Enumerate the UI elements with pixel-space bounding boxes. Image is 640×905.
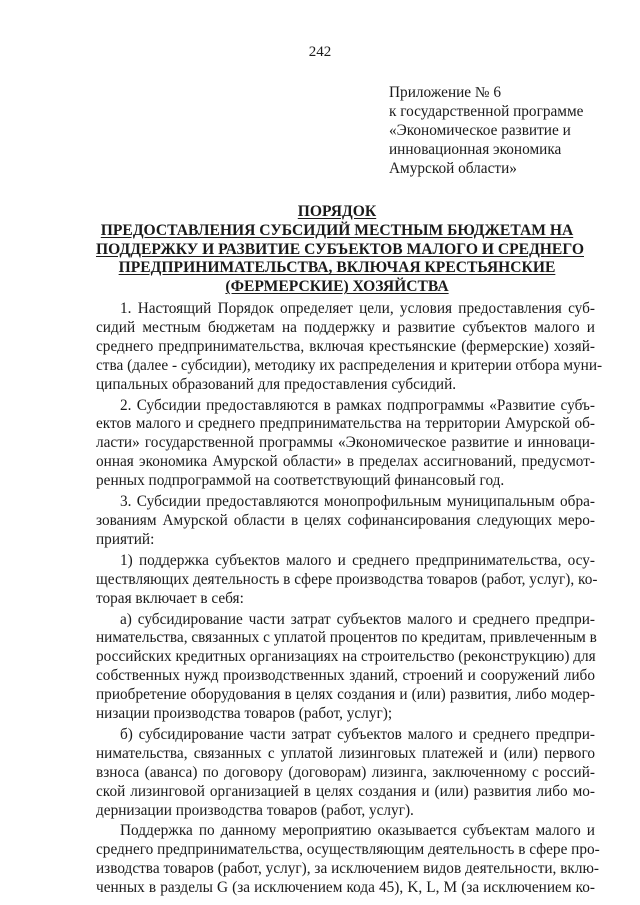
appendix-line: Амурской области» (389, 159, 517, 177)
paragraph (96, 726, 595, 821)
appendix-line: к государственной программе (389, 102, 584, 120)
paragraph-line: ласти» государственной программы «Экономическое развитие и инноваци- (96, 434, 595, 452)
paragraph-line: дернизации производства товаров (работ, услуг). (96, 801, 414, 819)
title-line: (ФЕРМЕРСКИЕ) ХОЗЯЙСТВА (225, 278, 449, 296)
document-body (96, 300, 603, 900)
appendix-line: инновационная экономика (389, 140, 562, 158)
paragraph-line: среднего предпринимательства, осуществляющим деятельность в сфере про- (96, 841, 600, 859)
paragraph-line: ренных подпрограммой на соответствующий финансовый год. (96, 472, 505, 490)
paragraph-line: ченных в разделы G (за исключением кода 45), K, L, M (за исключением ко- (96, 879, 595, 897)
paragraph (96, 493, 595, 550)
title-line: ПОДДЕРЖКУ И РАЗВИТИЕ СУБЪЕКТОВ МАЛОГО И СРЕДНЕГО (96, 240, 584, 258)
paragraph (96, 551, 598, 609)
title-line: ПРЕДОСТАВЛЕНИЯ СУБСИДИЙ МЕСТНЫМ БЮДЖЕТАМ НА (100, 221, 574, 239)
paragraph (96, 300, 603, 395)
title-line: ПРЕДПРИНИМАТЕЛЬСТВА, ВКЛЮЧАЯ КРЕСТЬЯНСКИЕ (118, 259, 556, 277)
paragraph-line: 3. Субсидии предоставляются монопрофильным муниципальным обра- (120, 493, 595, 511)
paragraph-line: взноса (аванса) по договору (договорам) лизинга, заключенному с россий- (96, 763, 595, 781)
paragraph-line: б) субсидирование части затрат субъектов малого и среднего предпри- (120, 725, 595, 743)
paragraph-line: нимательства, связанных с уплатой процентов по кредитам, привлеченным в (96, 629, 597, 647)
paragraph-line: ектов малого и среднего предпринимательства на территории Амурской об- (96, 415, 595, 433)
paragraph-line: 1. Настоящий Порядок определяет цели, условия предоставления суб- (120, 300, 595, 317)
paragraph-line: приобретение оборудования в целях создания и (или) развития, либо модер- (96, 686, 595, 704)
paragraph-line: собственных нужд производственных зданий, строений и сооружений либо (96, 667, 595, 685)
paragraph-line: нимательства, связанных с уплатой лизинговых платежей и (или) первого (96, 744, 595, 762)
paragraph-line: ской лизинговой организацией в целях создания и (или) развития либо мо- (96, 782, 595, 800)
page-number: 242 (308, 44, 332, 60)
paragraph-line: ципальных образований для предоставления субсидий. (96, 375, 457, 393)
paragraph (96, 397, 595, 492)
paragraph-line: 1) поддержка субъектов малого и среднего предпринимательства, осу- (120, 551, 595, 569)
paragraph-line: изводства товаров (работ, услуг), за исключением видов деятельности, вклю- (96, 860, 600, 878)
paragraph (96, 611, 595, 724)
paragraph-line: зованиям Амурской области в целях софинансирования следующих меро- (96, 511, 595, 529)
paragraph-line: ства (далее - субсидии), методику их распределения и критерии отбора муни- (96, 356, 603, 374)
title-line: ПОРЯДОК (297, 203, 377, 220)
document-title (96, 203, 584, 297)
paragraph-line: сидий местным бюджетам на поддержку и развитие субъектов малого и (96, 318, 595, 336)
paragraph-line: а) субсидирование части затрат субъектов малого и среднего предпри- (120, 610, 595, 628)
paragraph-line: ществляющих деятельность в сфере производства товаров (работ, услуг), ко- (96, 570, 598, 588)
paragraph-line: торая включает в себя: (96, 589, 244, 607)
paragraph-line: низации производства товаров (работ, услуг); (96, 705, 393, 723)
paragraph-line: приятий: (96, 530, 155, 548)
appendix-line: «Экономическое развитие и (389, 121, 571, 139)
paragraph-line: среднего предпринимательства, включая крестьянские (фермерские) хозяй- (96, 337, 595, 355)
appendix-note (389, 84, 629, 179)
paragraph-line: российских кредитных организациях на строительство (реконструкцию) для (96, 648, 596, 666)
paragraph-line: онная экономика Амурской области» в пределах ассигнований, предусмот- (96, 453, 595, 471)
paragraph (96, 822, 600, 898)
paragraph-line: Поддержка по данному мероприятию оказывается субъектам малого и (120, 822, 595, 840)
paragraph-line: 2. Субсидии предоставляются в рамках подпрограммы «Развитие субъ- (120, 396, 595, 414)
appendix-line: Приложение № 6 (389, 84, 501, 101)
